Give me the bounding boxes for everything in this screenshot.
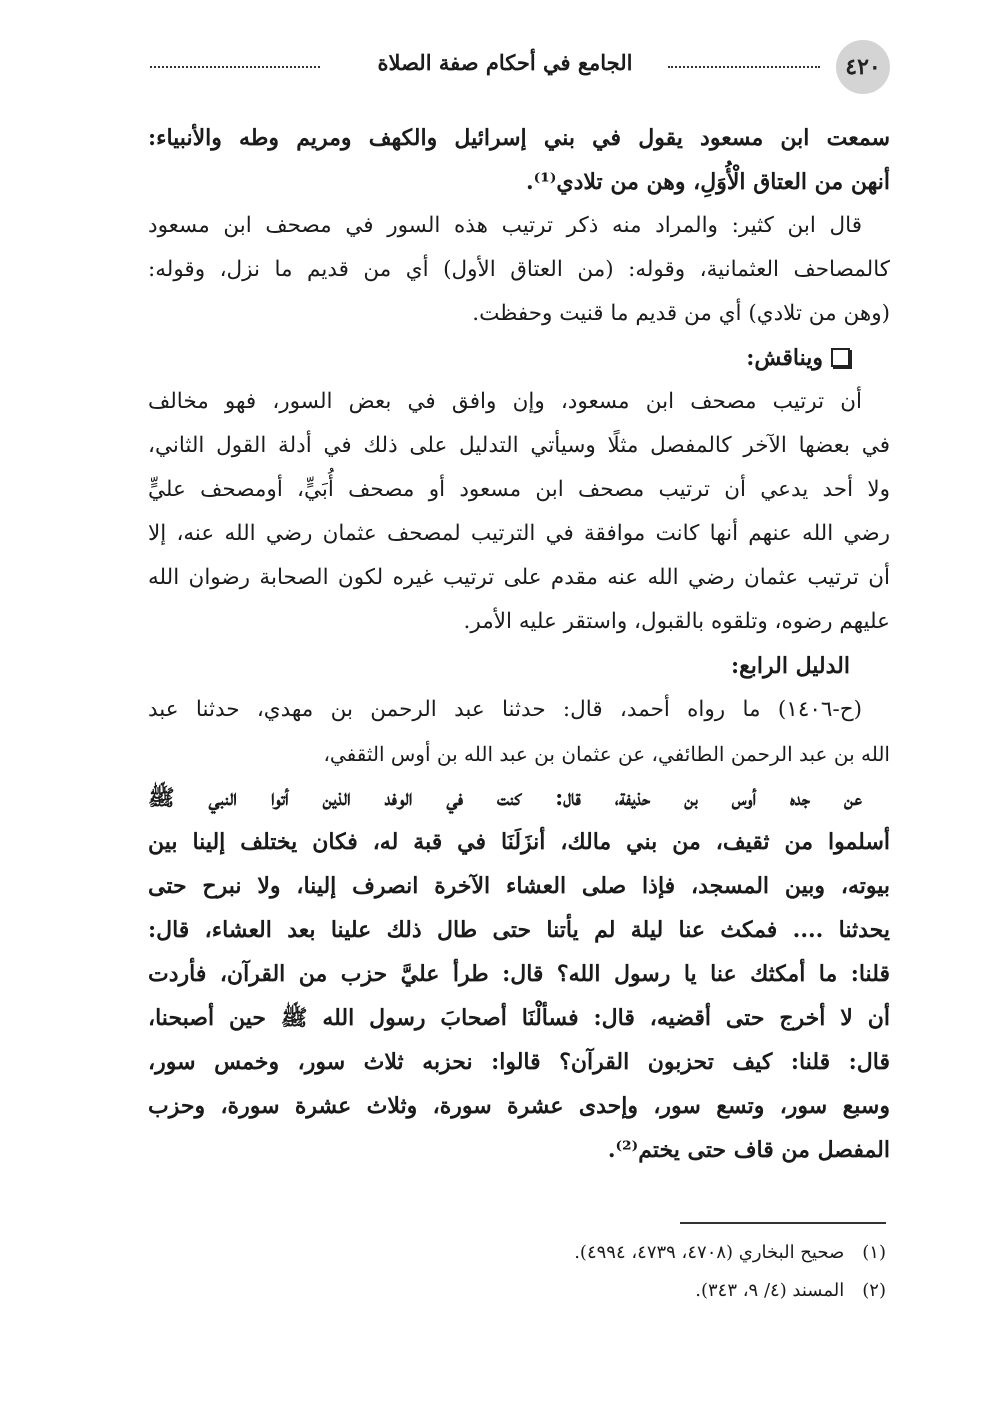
header-dotted-rule-right	[668, 66, 820, 68]
checkbox-square-icon	[831, 348, 850, 367]
text-line: ولا أحد يدعي أن ترتيب مصحف ابن مسعود أو مصحف أُبَيٍّ، أومصحف عليٍّ	[148, 477, 890, 502]
section-heading	[148, 336, 890, 380]
running-title: الجامع في أحكام صفة الصلاة	[377, 50, 633, 75]
page-header	[150, 40, 890, 94]
text-line: بيوته، وبين المسجد، فإذا صلى العشاء الآخرة انصرف إلينا، ولا نبرح حتى	[148, 873, 890, 899]
page-number: ٤٢٠	[836, 40, 890, 94]
text-line: الله بن عبد الرحمن الطائفي، عن عثمان بن عبد الله بن أوس الثقفي،	[323, 742, 890, 766]
text-line: سمعت ابن مسعود يقول في بني إسرائيل والكهف ومريم وطه والأنبياء:	[148, 125, 890, 151]
text-line: رضي الله عنهم أنها كانت موافقة في الترتيب لمصحف عثمان رضي الله عنه، إلا	[148, 521, 890, 546]
text-line: أسلموا من ثقيف، من بني مالك، أنزَلَنَا في قبة له، فكان يختلف إلينا بين	[148, 829, 890, 855]
page-body	[148, 116, 890, 1172]
footnotes	[286, 1234, 886, 1310]
section-heading: الدليل الرابع:	[730, 653, 850, 679]
header-dotted-rule-left	[150, 66, 320, 68]
text-line: عليهم رضوه، وتلقوه بالقبول، واستقر عليه الأمر.	[463, 609, 890, 634]
text-line: أنهن من العتاق الْأُوَلِ، وهن من تلادي⁽¹⁾.	[526, 169, 890, 195]
text-line: في بعضها الآخر كالمفصل مثلًا وسيأتي التدليل على ذلك في أدلة القول الثاني،	[148, 433, 890, 458]
text-line: أن لا أخرج حتى أقضيه، قال: فسألْنَا أصحابَ رسول الله ﷺ حين أصبحنا،	[148, 1005, 890, 1031]
text-line: يحدثنا .... فمكث عنا ليلة لم يأتنا حتى طال ذلك علينا بعد العشاء، قال:	[148, 917, 890, 943]
text-line: أن ترتيب عثمان رضي الله عنه مقدم على ترتيب غيره لكون الصحابة رضوان الله	[148, 565, 890, 590]
footnote-text: المسند (٤/ ٩، ٣٤٣).	[695, 1280, 845, 1301]
text-line: (ح-١٤٠٦) ما رواه أحمد، قال: حدثنا عبد الرحمن بن مهدي، حدثنا عبد	[148, 697, 862, 722]
text-line: قال ابن كثير: والمراد منه ذكر ترتيب هذه السور في مصحف ابن مسعود	[148, 213, 862, 238]
footnote-rule	[680, 1222, 886, 1224]
text-line: كالمصاحف العثمانية، وقوله: (من العتاق الأول) أي من قديم ما نزل، وقوله:	[148, 257, 890, 282]
text-line: المفصل من قاف حتى يختم⁽²⁾.	[607, 1137, 890, 1163]
footnote-number: (٢)	[862, 1280, 886, 1301]
text-line: قال: قلنا: كيف تحزبون القرآن؟ قالوا: نحزبه ثلاث سور، وخمس سور،	[148, 1049, 890, 1075]
footnote-text: صحيح البخاري (٤٧٠٨، ٤٧٣٩، ٤٩٩٤).	[574, 1242, 845, 1263]
text-line: (وهن من تلادي) أي من قديم ما قنيت وحفظت.	[472, 301, 890, 326]
text-line: أن ترتيب مصحف ابن مسعود، وإن وافق في بعض السور، فهو مخالف	[148, 389, 862, 414]
text-line: عن جده أوس بن حذيفة، قال: كنت في الوفد الذين أتوا النبي ﷺ	[148, 785, 862, 811]
footnote	[286, 1234, 886, 1272]
section-heading-label: ويناقش:	[746, 345, 823, 371]
footnote-number: (١)	[862, 1242, 886, 1263]
text-line: قلنا: ما أمكثك عنا يا رسول الله؟ قال: طرأ عليَّ حزب من القرآن، فأردت	[148, 961, 890, 987]
footnote	[286, 1272, 886, 1310]
text-line: وسبع سور، وتسع سور، وإحدى عشرة سورة، وثلاث عشرة سورة، وحزب	[148, 1093, 890, 1119]
